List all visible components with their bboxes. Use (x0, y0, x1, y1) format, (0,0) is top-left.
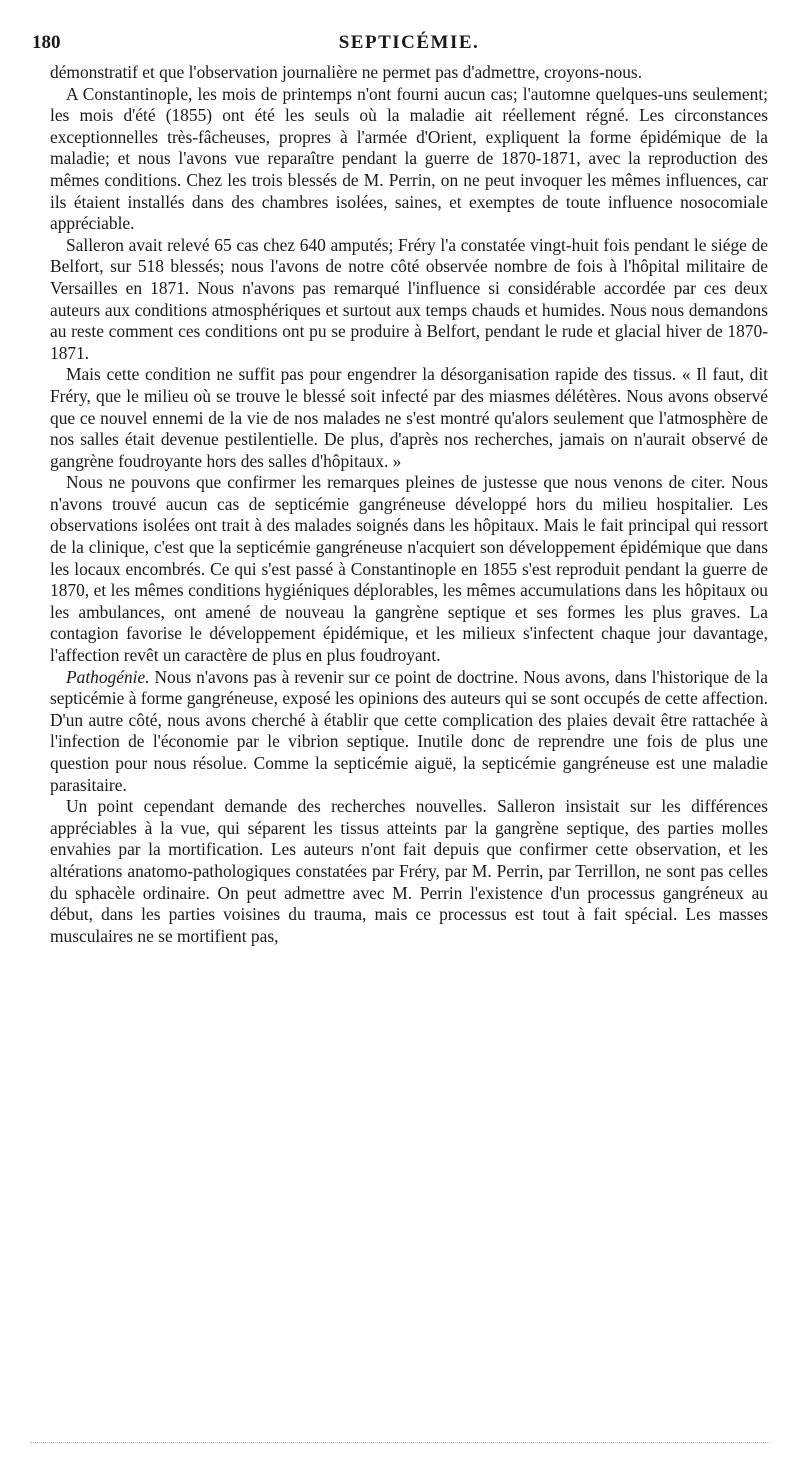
book-page (32, 32, 768, 947)
running-title: SEPTICÉMIE. (338, 32, 480, 53)
paragraph-anatomy: Un point cependant demande des recherches nouvelles. Salleron insistait sur les différences appréciables à la vue, qui séparent les tissus atteints par la gangrène septique, des parties molles envahies par la mortification. Les auteurs n'ont fait depuis que confirmer cette observation, et les altérations anatomo-pathologiques constatées par Fréry, par M. Perrin, par Terrillon, ne sont pas celles du sphacèle ordinaire. On peut admettre avec M. Perrin l'existence d'un processus gangréneux au début, dans les parties voisines du trauma, mais ce processus est tout à fait spécial. Les masses musculaires ne se mortifient pas, (50, 796, 768, 946)
paragraph-frery-quote: Mais cette condition ne suffit pas pour engendrer la désorganisation rapide des tissus. « Il faut, dit Fréry, que le milieu où se trouve le blessé soit infecté par des miasmes délétères. Nous avons observé que ce nouvel ennemi de la vie de nos malades ne s'est montré qu'alors seulement que l'atmosphère de nos salles était devenue pestilentielle. De plus, d'après nos recherches, jamais on n'aurait observé de gangrène foudroyante hors des salles d'hôpitaux. » (50, 364, 768, 471)
page-number: 180 (32, 32, 61, 53)
paragraph-pathogenie-text: Nous n'avons pas à revenir sur ce point de doctrine. Nous avons, dans l'historique de la septicémie à forme gangréneuse, exposé les opinions des auteurs qui se sont occupés de cette affection. D'un autre côté, nous avons cherché à établir que cette complication des plaies devait être rattachée à l'infection de l'économie par le vibrion septique. Inutile donc de reprendre une fois de plus une question pour nous résolue. Comme la septicémie aiguë, la septicémie gangréneuse est une maladie parasitaire. (50, 666, 768, 795)
paragraph-constantinople: A Constantinople, les mois de printemps n'ont fourni aucun cas; l'automne quelques-uns seulement; les mois d'été (1855) ont été les seuls où la maladie ait réellement régné. Les circonstances exceptionnelles très-fâcheuses, propres à l'armée d'Orient, expliquent la forme épidémique de la maladie; et nous l'avons vue reparaître pendant la guerre de 1870-1871, avec la reproduction des mêmes conditions. Chez les trois blessés de M. Perrin, on ne peut invoquer les mêmes influences, car ils étaient installés dans des chambres isolées, saines, et exemptes de toute influence nosocomiale appréciable. (50, 83, 768, 234)
page-header (32, 32, 768, 58)
section-lead-pathogenie: Pathogénie. (66, 666, 150, 687)
body-text (50, 62, 768, 947)
paragraph-salleron: Salleron avait relevé 65 cas chez 640 amputés; Fréry l'a constatée vingt-huit fois pendant le siége de Belfort, sur 518 blessés; nous l'avons de notre côté observée nombre de fois à l'hôpital militaire de Versailles en 1871. Nous n'avons pas remarqué l'influence si considérable accordée par ces deux auteurs aux conditions atmosphériques et surtout aux temps chauds et humides. Nous nous demandons au reste comment ces conditions ont pu se produire à Belfort, pendant le rude et glacial hiver de 1870-1871. (50, 234, 768, 363)
paragraph-hospital-milieu: Nous ne pouvons que confirmer les remarques pleines de justesse que nous venons de citer. Nous n'avons trouvé aucun cas de septicémie gangréneuse développé hors du milieu hospitalier. Les observations isolées ont trait à des malades soignés dans les hôpitaux. Mais le fait principal qui ressort de la clinique, c'est que la septicémie gangréneuse n'acquiert son développement épidémique que dans les locaux encombrés. Ce qui s'est passé à Constantinople en 1855 s'est reproduit pendant la guerre de 1870, et les mêmes conditions hygiéniques déplorables, les mêmes accumulations dans les hôpitaux ou les ambulances, ont amené de nouveau la gangrène septique et ses formes les plus graves. La contagion favorise le développement épidémique, et les milieux s'infectent chaque jour davantage, l'affection revêt un caractère de plus en plus foudroyant. (50, 472, 768, 666)
paragraph-continuation: démonstratif et que l'observation journalière ne permet pas d'admettre, croyons-nous. (50, 62, 643, 82)
footer-scan-noise (30, 1442, 770, 1444)
paragraph-pathogenie (50, 667, 768, 797)
